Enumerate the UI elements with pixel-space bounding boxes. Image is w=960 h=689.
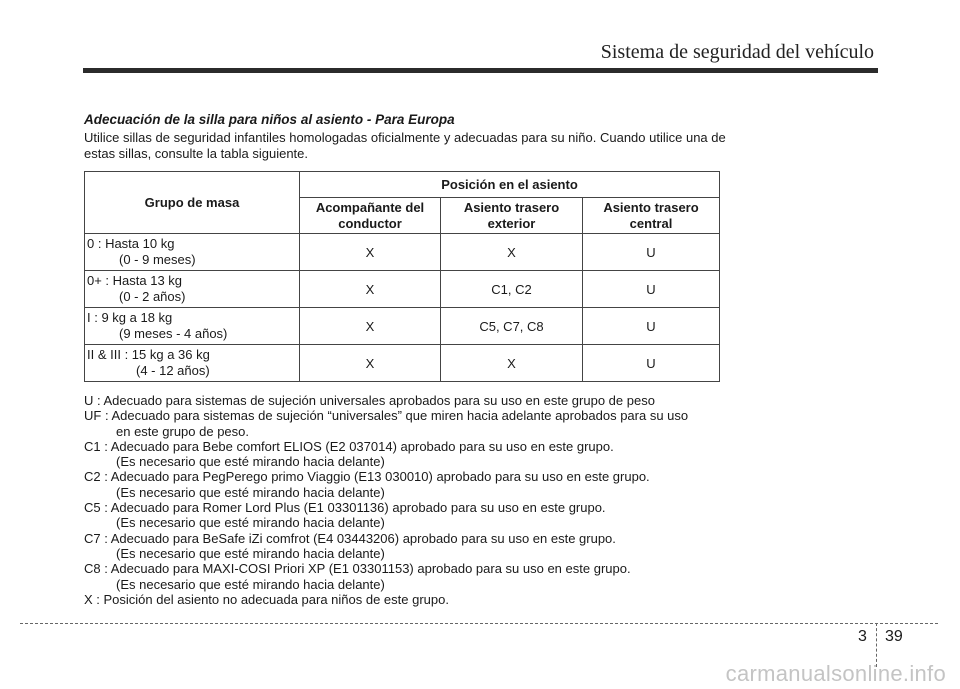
cell-passenger: X [300,345,441,382]
note-c7: C7 : Adecuado para BeSafe iZi comfrot (E4 03443206) aprobado para su uso en este grupo. [84,530,616,546]
section-number: 3 [858,628,867,645]
cell-rear-outer: C5, C7, C8 [441,308,583,345]
col-header-line: Asiento trasero [603,199,699,215]
group-line: 0+ : Hasta 13 kg [87,273,183,288]
page-number: 39 [885,628,903,645]
col-header-passenger [300,198,441,234]
group-cell [85,234,300,271]
group-cell [85,271,300,308]
note-c5: C5 : Adecuado para Romer Lord Plus (E1 03301136) aprobado para su uso en este grupo. [84,500,606,516]
note-uf-sub: en este grupo de peso. [116,423,249,439]
group-age: (0 - 9 meses) [119,252,196,267]
note-c1: C1 : Adecuado para Bebe comfort ELIOS (E2 037014) aprobado para su uso en este grupo. [84,438,614,454]
group-header: Grupo de masa [85,172,300,234]
intro-paragraph: Utilice sillas de seguridad infantiles homologadas oficialmente y adecuadas para su niño. Cuando utilice una de estas sillas, consulte la tabla siguiente. [84,130,726,161]
group-age: (4 - 12 años) [136,363,210,378]
col-header-rear-center [583,198,720,234]
group-line: I : 9 kg a 18 kg [87,310,173,325]
table-row [85,345,720,382]
note-c2: C2 : Adecuado para PegPerego primo Viaggio (E13 030010) aprobado para su uso en este grupo. [84,469,650,485]
note-c2-sub: (Es necesario que esté mirando hacia delante) [116,484,385,500]
cell-rear-center: U [583,271,720,308]
cell-passenger: X [300,271,441,308]
cell-rear-outer: X [441,345,583,382]
group-line: 0 : Hasta 10 kg [87,236,175,251]
cell-passenger: X [300,308,441,345]
group-cell [85,308,300,345]
note-uf: UF : Adecuado para sistemas de sujeción “universales” que miren hacia adelante aprobados para su uso [84,408,689,424]
note-c1-sub: (Es necesario que esté mirando hacia delante) [116,454,385,470]
col-header-line: central [629,215,673,231]
seat-suitability-table [84,171,720,382]
cell-rear-outer: X [441,234,583,271]
cell-rear-center: U [583,308,720,345]
note-x: X : Posición del asiento no adecuada para niños de este grupo. [84,591,449,607]
col-header-line: Acompañante del [315,199,425,215]
cell-passenger: X [300,234,441,271]
note-c8-sub: (Es necesario que esté mirando hacia delante) [116,576,385,592]
cell-rear-center: U [583,345,720,382]
footer-divider [20,623,938,624]
cell-rear-outer: C1, C2 [441,271,583,308]
group-cell [85,345,300,382]
table-row [85,234,720,271]
group-age: (9 meses - 4 años) [119,326,228,341]
cell-rear-center: U [583,234,720,271]
note-c5-sub: (Es necesario que esté mirando hacia delante) [116,515,385,531]
legend-notes [84,393,744,607]
table-row [85,271,720,308]
note-u: U : Adecuado para sistemas de sujeción universales aprobados para su uso en este grupo de peso [84,393,655,408]
col-header-rear-outer [441,198,583,234]
position-header: Posición en el asiento [300,172,720,198]
note-c7-sub: (Es necesario que esté mirando hacia delante) [116,545,385,561]
group-line: II & III : 15 kg a 36 kg [87,347,210,362]
group-age: (0 - 2 años) [119,289,186,304]
col-header-line: exterior [487,215,536,231]
page-header-title: Sistema de seguridad del vehículo [600,41,874,63]
col-header-line: Asiento trasero [463,199,560,215]
header-rule [83,68,878,73]
col-header-line: conductor [338,215,402,231]
watermark: carmanualsonline.info [725,661,946,686]
table-row [85,308,720,345]
note-c8: C8 : Adecuado para MAXI-COSI Priori XP (E1 03301153) aprobado para su uso en este grupo. [84,561,631,577]
section-heading: Adecuación de la silla para niños al asiento - Para Europa [84,112,455,127]
